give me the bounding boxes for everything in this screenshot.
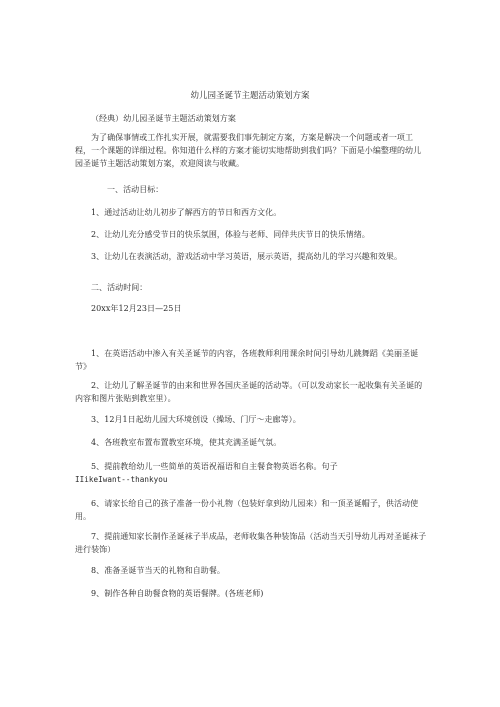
intro-paragraph: 为了确保事情或工作扎实开展，就需要我们事先制定方案，方案是解决一个问题或者一项工程，一个课题的详细过程。你知道什么样的方案才能切实地帮助到我们吗？下面是小编整理的幼儿园圣诞节主题活动策划方案，欢迎阅读与收藏。 bbox=[75, 133, 422, 168]
list-item-8: 8、准备圣诞节当天的礼物和自助餐。 bbox=[91, 566, 225, 575]
list-item-9: 9、制作各种自助餐食物的英语餐牌。(各班老师) bbox=[91, 589, 264, 598]
list-item-6: 6、请家长给自己的孩子准备一份小礼物（包装好拿到幼儿园来）和一顶圣诞帽子，供活动使用。 bbox=[75, 499, 419, 521]
list-item-4: 4、各班教室布置布置教室环境，使其充满圣诞气氛。 bbox=[91, 438, 282, 447]
document-subtitle: （经典）幼儿园圣诞节主题活动策划方案 bbox=[91, 114, 236, 123]
event-date: 20xx年12月23日—25日 bbox=[91, 304, 182, 313]
goal-item-3: 3、让幼儿在表演活动，游戏活动中学习英语，展示英语，提高幼儿的学习兴趣和效果。 bbox=[91, 252, 403, 261]
list-item-5: 5、提前教给幼儿一些简单的英语祝福语和自主餐食物英语名称。句子 bbox=[91, 462, 338, 471]
list-item-2: 2、让幼儿了解圣诞节的由来和世界各国庆圣诞的活动等。（可以发动家长一起收集有关圣诞的内容和图片张贴到教室里）。 bbox=[75, 381, 423, 403]
section-heading-goals: 一、活动目标： bbox=[107, 185, 164, 194]
goal-item-1: 1、通过活动让幼儿初步了解西方的节日和西方文化。 bbox=[91, 208, 282, 217]
list-item-5-phrases: IIikeIwant--thankyou bbox=[75, 475, 168, 484]
goal-item-2: 2、让幼儿充分感受节日的快乐氛围，体验与老师、同伴共庆节日的快乐情绪。 bbox=[91, 230, 370, 239]
list-item-3: 3、12月1日起幼儿园大环境创设（操场、门厅～走廊等）。 bbox=[91, 415, 301, 424]
list-item-1: 1、在英语活动中渗入有关圣诞节的内容，各班教师利用课余时间引导幼儿跳舞蹈《美丽圣诞节》 bbox=[75, 349, 419, 371]
document-title: 幼儿园圣诞节主题活动策划方案 bbox=[190, 91, 310, 101]
list-item-7: 7、提前通知家长制作圣诞袜子半成品，老师收集各种装饰品（活动当天引导幼儿再对圣诞袜子进行装饰） bbox=[75, 532, 427, 554]
section-heading-time: 二、活动时间： bbox=[91, 283, 148, 292]
